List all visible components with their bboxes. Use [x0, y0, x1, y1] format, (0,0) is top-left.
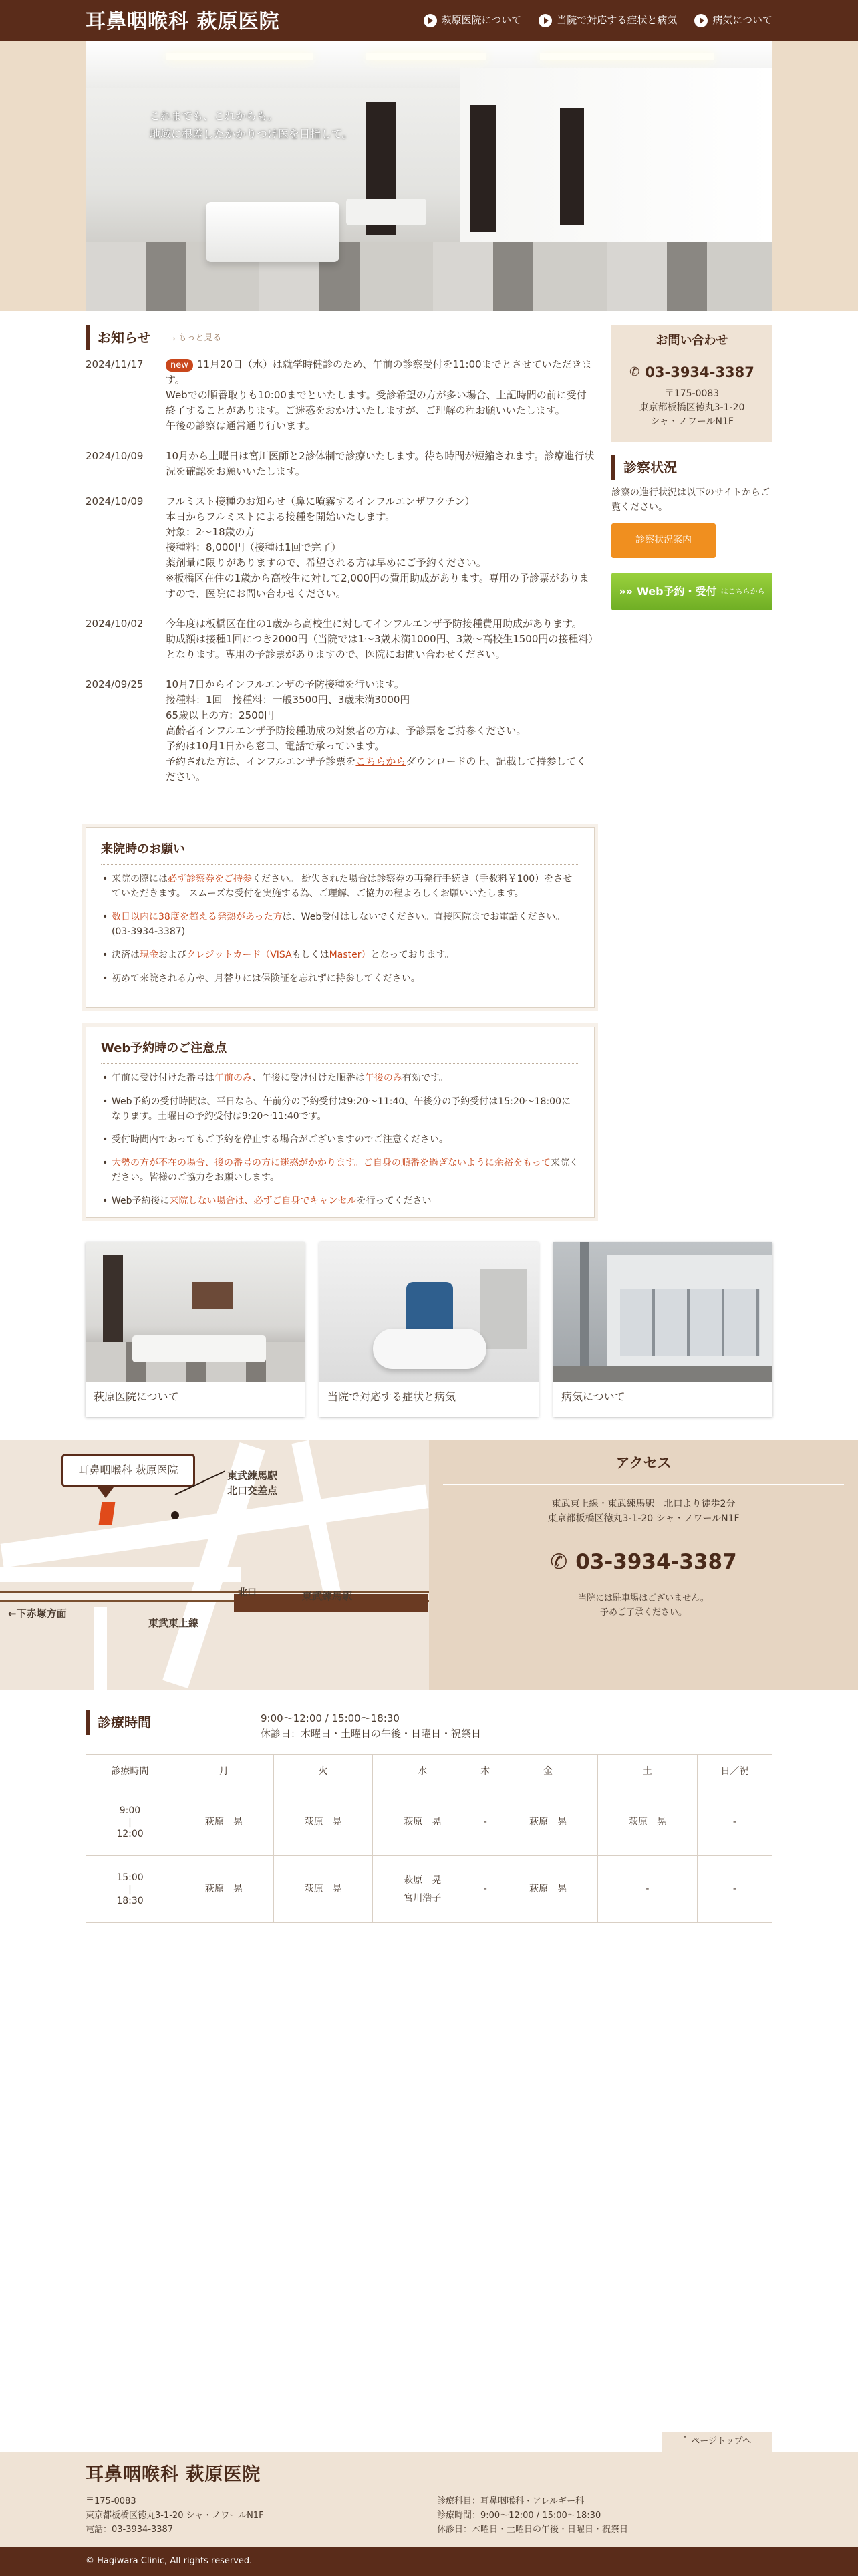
news-date: 2024/09/25	[86, 678, 144, 690]
hero-wall	[460, 68, 772, 269]
hero-light	[540, 53, 714, 60]
list-item	[101, 1156, 579, 1185]
global-nav	[424, 0, 772, 41]
highlight-text: 必ず診察券をご持参	[168, 873, 252, 884]
hero-door	[470, 105, 496, 232]
hero-sofa	[206, 202, 339, 262]
news-line: ※板橋区在住の1歳から高校生に対して2,000円の費用助成があります。専用の予診票がありますので、医院にお問い合わせください。	[166, 572, 589, 600]
card-label: 病気について	[561, 1390, 625, 1403]
footer-line: 診療時間：9:00〜12:00 / 15:00〜18:30	[437, 2510, 601, 2521]
highlight-text: 数日以内に38度を超える発熱があった方	[112, 911, 283, 922]
text: 来院ください。皆様のご協力をお願いします。	[112, 1157, 579, 1183]
highlight-text: Master）	[329, 949, 371, 960]
hours-heading-text: 診療時間	[98, 1714, 151, 1730]
access-note-line: 当院には駐車場はございません。	[578, 1593, 709, 1603]
status-text: 診察の進行状況は以下のサイトからご覧ください。	[611, 487, 770, 513]
photo-chair	[373, 1329, 486, 1369]
news-heading-text: お知らせ	[98, 329, 151, 346]
status-guide-button[interactable]: 診察状況案内	[611, 523, 716, 558]
time-start: 15:00	[116, 1872, 144, 1883]
card-label: 萩原医院について	[94, 1390, 179, 1403]
time-cell	[86, 1856, 174, 1923]
card-image	[553, 1242, 772, 1382]
chevron-right-icon: ›	[172, 334, 176, 343]
text: を行ってください。	[356, 1195, 441, 1206]
news-item	[86, 616, 595, 662]
card-image	[86, 1242, 305, 1382]
nav-item-label: 病気について	[712, 14, 772, 27]
map-label: 東武練馬駅	[227, 1470, 278, 1482]
news-line: 薬剤量に限りがありますので、希望される方は早めにご予約ください。	[166, 557, 486, 569]
nav-item-about[interactable]	[424, 13, 522, 28]
table-cell: 萩原 晃	[498, 1789, 598, 1856]
text: Web予約後に	[112, 1195, 170, 1206]
access-title: アクセス	[615, 1455, 672, 1471]
access-phone-number: 03-3934-3387	[575, 1549, 737, 1574]
news-heading	[86, 325, 150, 350]
photo-door	[103, 1255, 123, 1342]
table-row	[86, 1856, 772, 1923]
table-cell: -	[697, 1789, 772, 1856]
news-line: 高齢者インフルエンザ予防接種助成の対象者の方は、予診票をご持参ください。	[166, 725, 527, 737]
news-line: 接種料：8,000円（接種は1回で完了）	[166, 541, 341, 553]
map-pin-label	[61, 1454, 195, 1487]
news-date: 2024/11/17	[86, 358, 144, 370]
news-line: 対象：2〜18歳の方	[166, 526, 255, 538]
time-start: 9:00	[119, 1805, 141, 1816]
list-item	[101, 971, 579, 986]
text: 受付時間内であってもご予約を停止する場合がございますのでご注意ください。	[112, 1134, 448, 1145]
contact-phone[interactable]	[611, 362, 772, 384]
list-item	[101, 910, 579, 939]
news-date: 2024/10/09	[86, 495, 144, 507]
download-link[interactable]: こちらから	[355, 755, 406, 767]
news-body	[166, 616, 595, 662]
footer-line: 東京都板橋区徳丸3-1-20 シャ・ノワールN1F	[86, 2510, 264, 2521]
footer-line: 電話：03-3934-3387	[86, 2525, 174, 2535]
card-image	[319, 1242, 539, 1382]
doctor-name: 萩原 晃	[404, 1874, 442, 1886]
hero-bench	[346, 199, 426, 225]
time-separator: |	[128, 1884, 132, 1895]
list-item	[101, 872, 579, 901]
text: 初めて来院される方や、月替りには保険証を忘れずに持参してください。	[112, 973, 420, 984]
photo-seat	[132, 1335, 266, 1362]
hero-copy	[150, 107, 353, 143]
text: は、Web受付はしないでください。直接医院までお電話ください。(03-3934-3387)	[112, 911, 565, 937]
text: ください。 紛失された場合は診察券の再発行手続き（手数料￥100）をさせていただきます。 スムーズな受付を実施する為、ご理解、ご協力の程よろしくお願いいたします。	[112, 873, 573, 899]
text: 、午後に受け付けた順番は	[252, 1072, 365, 1083]
chevron-up-icon: ˆ	[682, 2436, 688, 2446]
news-body	[166, 448, 595, 479]
contact-address-line: シャ・ノワールN1F	[650, 416, 734, 428]
hours-table	[86, 1754, 772, 1923]
new-badge: new	[166, 359, 193, 372]
access-phone[interactable]	[429, 1546, 858, 1578]
news-line-text: ダウンロードの上、記載して持参してください。	[166, 755, 587, 783]
visit-notice-box	[86, 827, 595, 1008]
table-header: 水	[373, 1755, 472, 1789]
map-label: 東武練馬駅	[302, 1590, 353, 1602]
news-list	[86, 357, 595, 799]
phone-icon: ✆	[629, 365, 640, 380]
page-top-button[interactable]	[662, 2432, 772, 2452]
hours-summary	[261, 1711, 481, 1742]
news-line: 本日からフルミストによる接種を開始いたします。	[166, 511, 396, 523]
status-heading-text: 診察状況	[623, 459, 677, 475]
table-header: 月	[174, 1755, 274, 1789]
map-pin-text: 耳鼻咽喉科 萩原医院	[78, 1463, 178, 1476]
contact-address	[611, 387, 772, 429]
more-link-label: もっと見る	[178, 333, 222, 343]
table-cell: -	[697, 1856, 772, 1923]
card-diseases[interactable]	[553, 1242, 772, 1417]
hours-heading	[86, 1710, 151, 1735]
news-line: Webでの順番取りも10:00までといたします。受診希望の方が多い場合、上記時間の前に受付終了することがあります。ご迷惑をおかけいたしますが、ご理解の程お願いいたします。	[166, 389, 587, 416]
table-cell: -	[472, 1856, 498, 1923]
divider	[443, 1484, 844, 1485]
news-line: 10月7日からインフルエンザの予防接種を行います。	[166, 678, 404, 690]
photo-pole	[580, 1242, 589, 1382]
photo-road	[553, 1366, 772, 1382]
arrow-right-icon	[539, 14, 552, 27]
text: 午前に受け付けた番号は	[112, 1072, 214, 1083]
hero-floor	[86, 242, 772, 311]
news-item	[86, 677, 595, 785]
hero-light	[366, 53, 486, 60]
contact-address-line: 東京都板橋区徳丸3-1-20	[639, 402, 745, 414]
footer-line: 〒175-0083	[86, 2496, 136, 2506]
arrow-right-icon	[694, 14, 708, 27]
table-cell: 萩原 晃	[174, 1789, 274, 1856]
photo-desk	[192, 1282, 233, 1309]
footer-line: 休診日：木曜日・土曜日の午後・日曜日・祝祭日	[437, 2525, 629, 2535]
table-header: 火	[273, 1755, 373, 1789]
table-cell: 萩原 晃	[598, 1789, 698, 1856]
map-label: 北口	[238, 1587, 257, 1598]
highlight-text: 午後のみ	[364, 1072, 402, 1083]
news-item	[86, 494, 595, 602]
nav-item-label: 当院で対応する症状と病気	[557, 14, 678, 27]
list-item	[101, 1194, 579, 1208]
site-logo[interactable]: 耳鼻咽喉科 萩原医院	[86, 10, 280, 33]
table-cell: 萩原 晃	[174, 1856, 274, 1923]
table-cell: -	[598, 1856, 698, 1923]
access-line: 東武東上線・東武練馬駅 北口より徒歩2分	[551, 1498, 736, 1509]
highlight-text: 午前のみ	[214, 1072, 253, 1083]
footer-line: 診療科目：耳鼻咽喉科・アレルギー科	[437, 2496, 585, 2506]
news-item	[86, 357, 595, 434]
arrow-right-icon	[424, 14, 437, 27]
access-map[interactable]	[0, 1440, 429, 1690]
news-line	[166, 357, 595, 388]
table-cell: 萩原 晃	[498, 1856, 598, 1923]
map-dot-icon	[171, 1511, 179, 1519]
page-top-label: ページトップへ	[691, 2436, 752, 2446]
web-notice-list	[101, 1071, 579, 1208]
table-cell: 萩原 晃	[373, 1789, 472, 1856]
site-footer	[0, 2452, 858, 2547]
contact-phone-number: 03-3934-3387	[645, 364, 754, 380]
hero-light	[166, 53, 313, 60]
text: および	[158, 949, 186, 960]
map-road	[94, 1607, 107, 1690]
table-cell	[373, 1856, 472, 1923]
highlight-text: 来院しない場合は、必ずご自身でキャンセル	[169, 1195, 357, 1206]
news-line: 65歳以上の方：2500円	[166, 709, 275, 721]
access-info	[429, 1440, 858, 1690]
card-about[interactable]	[86, 1242, 305, 1417]
hours-summary-line: 休診日：木曜日・土曜日の午後・日曜日・祝祭日	[261, 1728, 482, 1740]
web-button-sublabel: はこちらから	[720, 587, 765, 596]
list-item	[101, 1132, 579, 1147]
table-header: 金	[498, 1755, 598, 1789]
list-item	[101, 1094, 579, 1124]
list-item	[101, 1071, 579, 1085]
text: もしくは	[291, 949, 329, 960]
visit-notice-title: 来院時のお願い	[101, 840, 579, 865]
table-header: 土	[598, 1755, 698, 1789]
contact-title: お問い合わせ	[656, 334, 728, 348]
copyright-bar	[0, 2547, 858, 2576]
double-chevron-icon: »»	[619, 584, 633, 598]
map-label: ←下赤塚方面	[8, 1607, 67, 1620]
doctor-name: 宮川浩子	[404, 1892, 442, 1904]
map-label: 東武東上線	[148, 1617, 199, 1629]
news-line: 10月から土曜日は宮川医師と2診体制で診療いたします。待ち時間が短縮されます。診療進行状況を確認をお願いいたします。	[166, 450, 595, 477]
nav-item-label: 萩原医院について	[441, 14, 522, 27]
visit-notice-list	[101, 872, 579, 986]
photo-shelf	[480, 1269, 527, 1349]
web-notice-box	[86, 1027, 595, 1218]
hero-copy-line: 地域に根差したかかりつけ医を目指して。	[150, 128, 353, 141]
highlight-text: クレジットカード（VISA	[186, 949, 292, 960]
news-line	[166, 754, 595, 785]
text: 有効です。	[402, 1072, 448, 1083]
hero-door	[560, 108, 584, 225]
web-reservation-button[interactable]	[611, 573, 772, 610]
status-heading	[611, 455, 677, 480]
highlight-text: 大勢の方が不在の場合、後の番号の方に迷惑がかかります。ご自身の順番を過ぎないように余裕をもって	[112, 1157, 551, 1168]
access-line: 東京都板橋区徳丸3-1-20 シャ・ノワールN1F	[547, 1513, 740, 1524]
text: 来院の際には	[112, 873, 168, 884]
time-cell	[86, 1789, 174, 1856]
news-line: 午後の診察は通常通り行います。	[166, 420, 315, 432]
hero-copy-line: これまでも、これからも。	[150, 110, 279, 122]
table-header-row	[86, 1755, 772, 1789]
map-label: 北口交差点	[227, 1485, 278, 1497]
footer-info	[437, 2494, 628, 2537]
text: となっております。	[370, 949, 454, 960]
news-body	[166, 677, 595, 785]
news-line: 接種料：1回 接種料：一般3500円、3歳未満3000円	[166, 694, 410, 706]
list-item	[101, 948, 579, 962]
table-header: 診療時間	[86, 1755, 174, 1789]
hero-image	[86, 41, 772, 311]
access-note	[429, 1591, 858, 1620]
news-date: 2024/10/02	[86, 618, 144, 630]
text: Web予約の受付時間は、平日なら、午前分の予約受付は9:20〜11:40、午後分の予約受付は15:20〜18:00になります。土曜日の予約受付は9:20〜11:40です。	[112, 1096, 571, 1122]
nav-item-diseases[interactable]	[694, 13, 772, 28]
time-end: 12:00	[116, 1828, 144, 1839]
news-line-text: 11月20日（水）は就学時健診のため、午前の診察受付を11:00までとさせていただきます。	[166, 358, 592, 386]
time-separator: |	[128, 1817, 132, 1828]
news-more-link[interactable]	[172, 332, 221, 345]
text: 決済は	[112, 949, 140, 960]
highlight-text: 現金	[140, 949, 158, 960]
news-line: 助成額は接種1回につき2000円（当院では1〜3歳未満1000円、3歳〜高校生1500円の接種料）となります。専用の予診票がありますので、医院にお問い合わせください。	[166, 633, 593, 660]
access-address	[429, 1497, 858, 1526]
web-notice-title: Web予約時のご注意点	[101, 1039, 579, 1064]
copyright-text: © Hagiwara Clinic, All rights reserved.	[86, 2555, 253, 2566]
map-pin-tail	[98, 1487, 114, 1498]
contact-box	[611, 325, 772, 442]
table-header: 木	[472, 1755, 498, 1789]
news-line: フルミスト接種のお知らせ（鼻に噴霧するインフルエンザワクチン）	[166, 495, 475, 507]
news-item	[86, 448, 595, 479]
nav-item-symptoms[interactable]	[539, 13, 677, 28]
table-cell: 萩原 晃	[273, 1789, 373, 1856]
news-line: 今年度は板橋区在住の1歳から高校生に対してインフルエンザ予防接種費用助成があります。	[166, 618, 582, 630]
card-label: 当院で対応する症状と病気	[327, 1390, 456, 1403]
time-end: 18:30	[116, 1895, 144, 1906]
contact-postal: 〒175-0083	[664, 388, 720, 400]
footer-address	[86, 2494, 264, 2537]
card-symptoms[interactable]	[319, 1242, 539, 1417]
table-row	[86, 1789, 772, 1856]
news-line-text: 予約された方は、インフルエンザ予診票を	[166, 755, 356, 767]
footer-logo: 耳鼻咽喉科 萩原医院	[86, 2464, 261, 2485]
table-cell: -	[472, 1789, 498, 1856]
table-header: 日／祝	[697, 1755, 772, 1789]
hours-summary-line: 9:00〜12:00 / 15:00〜18:30	[261, 1712, 400, 1724]
news-line: 予約は10月1日から窓口、電話で承っています。	[166, 740, 385, 752]
news-body	[166, 494, 595, 602]
site-header	[0, 0, 858, 41]
access-note-line: 予めご了承ください。	[599, 1607, 687, 1618]
news-date: 2024/10/09	[86, 450, 144, 462]
news-body	[166, 357, 595, 434]
photo-window	[620, 1289, 760, 1356]
clinic-marker-icon	[99, 1502, 116, 1525]
phone-icon: ✆	[550, 1549, 568, 1574]
map-road	[0, 1567, 241, 1582]
web-button-label: Web予約・受付	[637, 584, 717, 598]
table-cell: 萩原 晃	[273, 1856, 373, 1923]
